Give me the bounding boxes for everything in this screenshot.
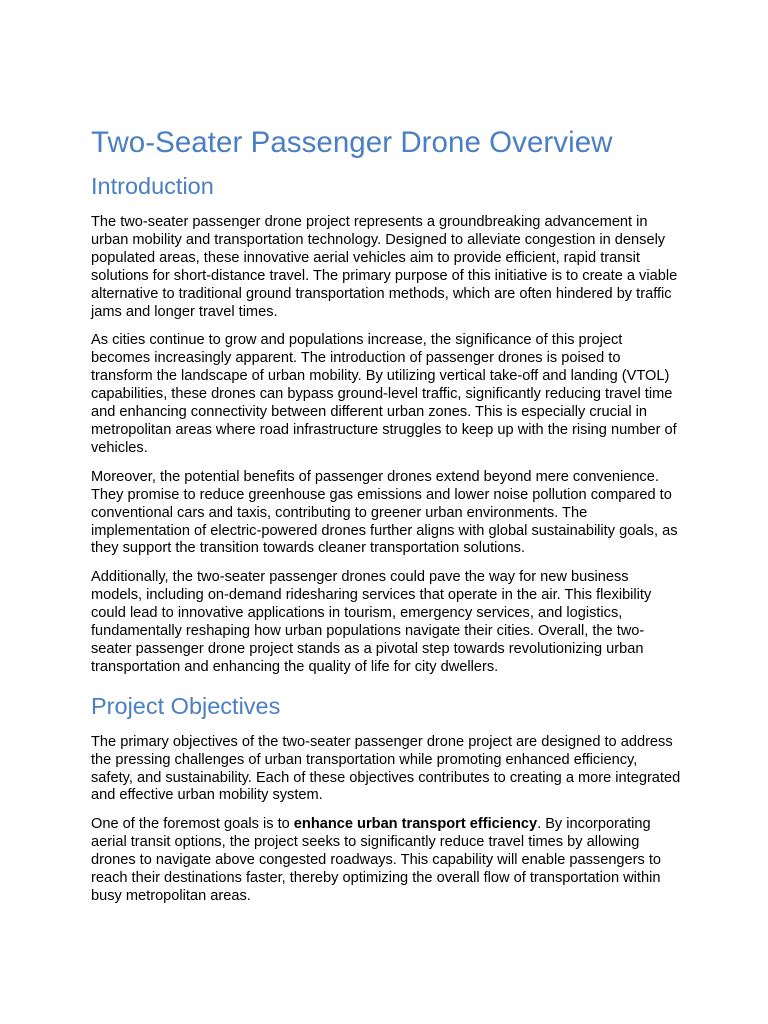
goal-text-after: . By incorporating aerial transit options, the project seeks to significantly reduce travel times by allowing drones to navigate above congested roadways. This capability will enable passengers to reach their destinations faster, thereby optimizing the overall flow of transportation within busy metropolitan areas. [91,816,662,904]
intro-paragraph-3: Moreover, the potential benefits of passenger drones extend beyond mere convenience. They promise to reduce greenhouse gas emissions and lower noise pollution compared to conventional cars and taxis, contributing to greener urban environments. The implementation of electric-powered drones further aligns with global sustainability goals, as they support the transition towards cleaner transportation solutions. [91,468,678,557]
intro-paragraph-1: The two-seater passenger drone project represents a groundbreaking advancement in urban mobility and transportation technology. Designed to alleviate congestion in densely populated areas, these innovative aerial vehicles aim to provide efficient, rapid transit solutions for short-distance travel. The primary purpose of this initiative is to create a viable alternative to traditional ground transportation methods, which are often hindered by traffic jams and longer travel times. [91,214,678,320]
objectives-paragraph-2 [91,816,681,906]
intro-paragraph-2: As cities continue to grow and populations increase, the significance of this project becomes increasingly apparent. The introduction of passenger drones is poised to transform the landscape of urban mobility. By utilizing vertical take-off and landing (VTOL) capabilities, these drones can bypass ground-level traffic, significantly reducing travel time and enhancing connectivity between different urban zones. This is especially crucial in metropolitan areas where road infrastructure struggles to keep up with the rising number of vehicles. [91,332,677,456]
goal-emphasis: enhance urban transport efficiency [293,816,538,833]
document-page [91,124,681,906]
document-title: Two-Seater Passenger Drone Overview [91,126,613,159]
section-heading-project-objectives: Project Objectives [91,692,281,719]
goal-text-before: One of the foremost goals is to [91,816,294,833]
objectives-paragraph-1: The primary objectives of the two-seater passenger drone project are designed to address the pressing challenges of urban transportation while promoting enhanced efficiency, safety, and sustainability. Each of these objectives contributes to creating a more integrated and effective urban mobility system. [91,733,681,804]
section-heading-introduction: Introduction [91,173,214,199]
intro-paragraph-4: Additionally, the two-seater passenger drones could pave the way for new business models, including on-demand ridesharing services that operate in the air. This flexibility could lead to innovative applications in tourism, emergency services, and logistics, fundamentally reshaping how urban populations navigate their cities. Overall, the two-seater passenger drone project stands as a pivotal step towards revolutionizing urban transportation and enhancing the quality of life for city dwellers. [91,569,652,675]
